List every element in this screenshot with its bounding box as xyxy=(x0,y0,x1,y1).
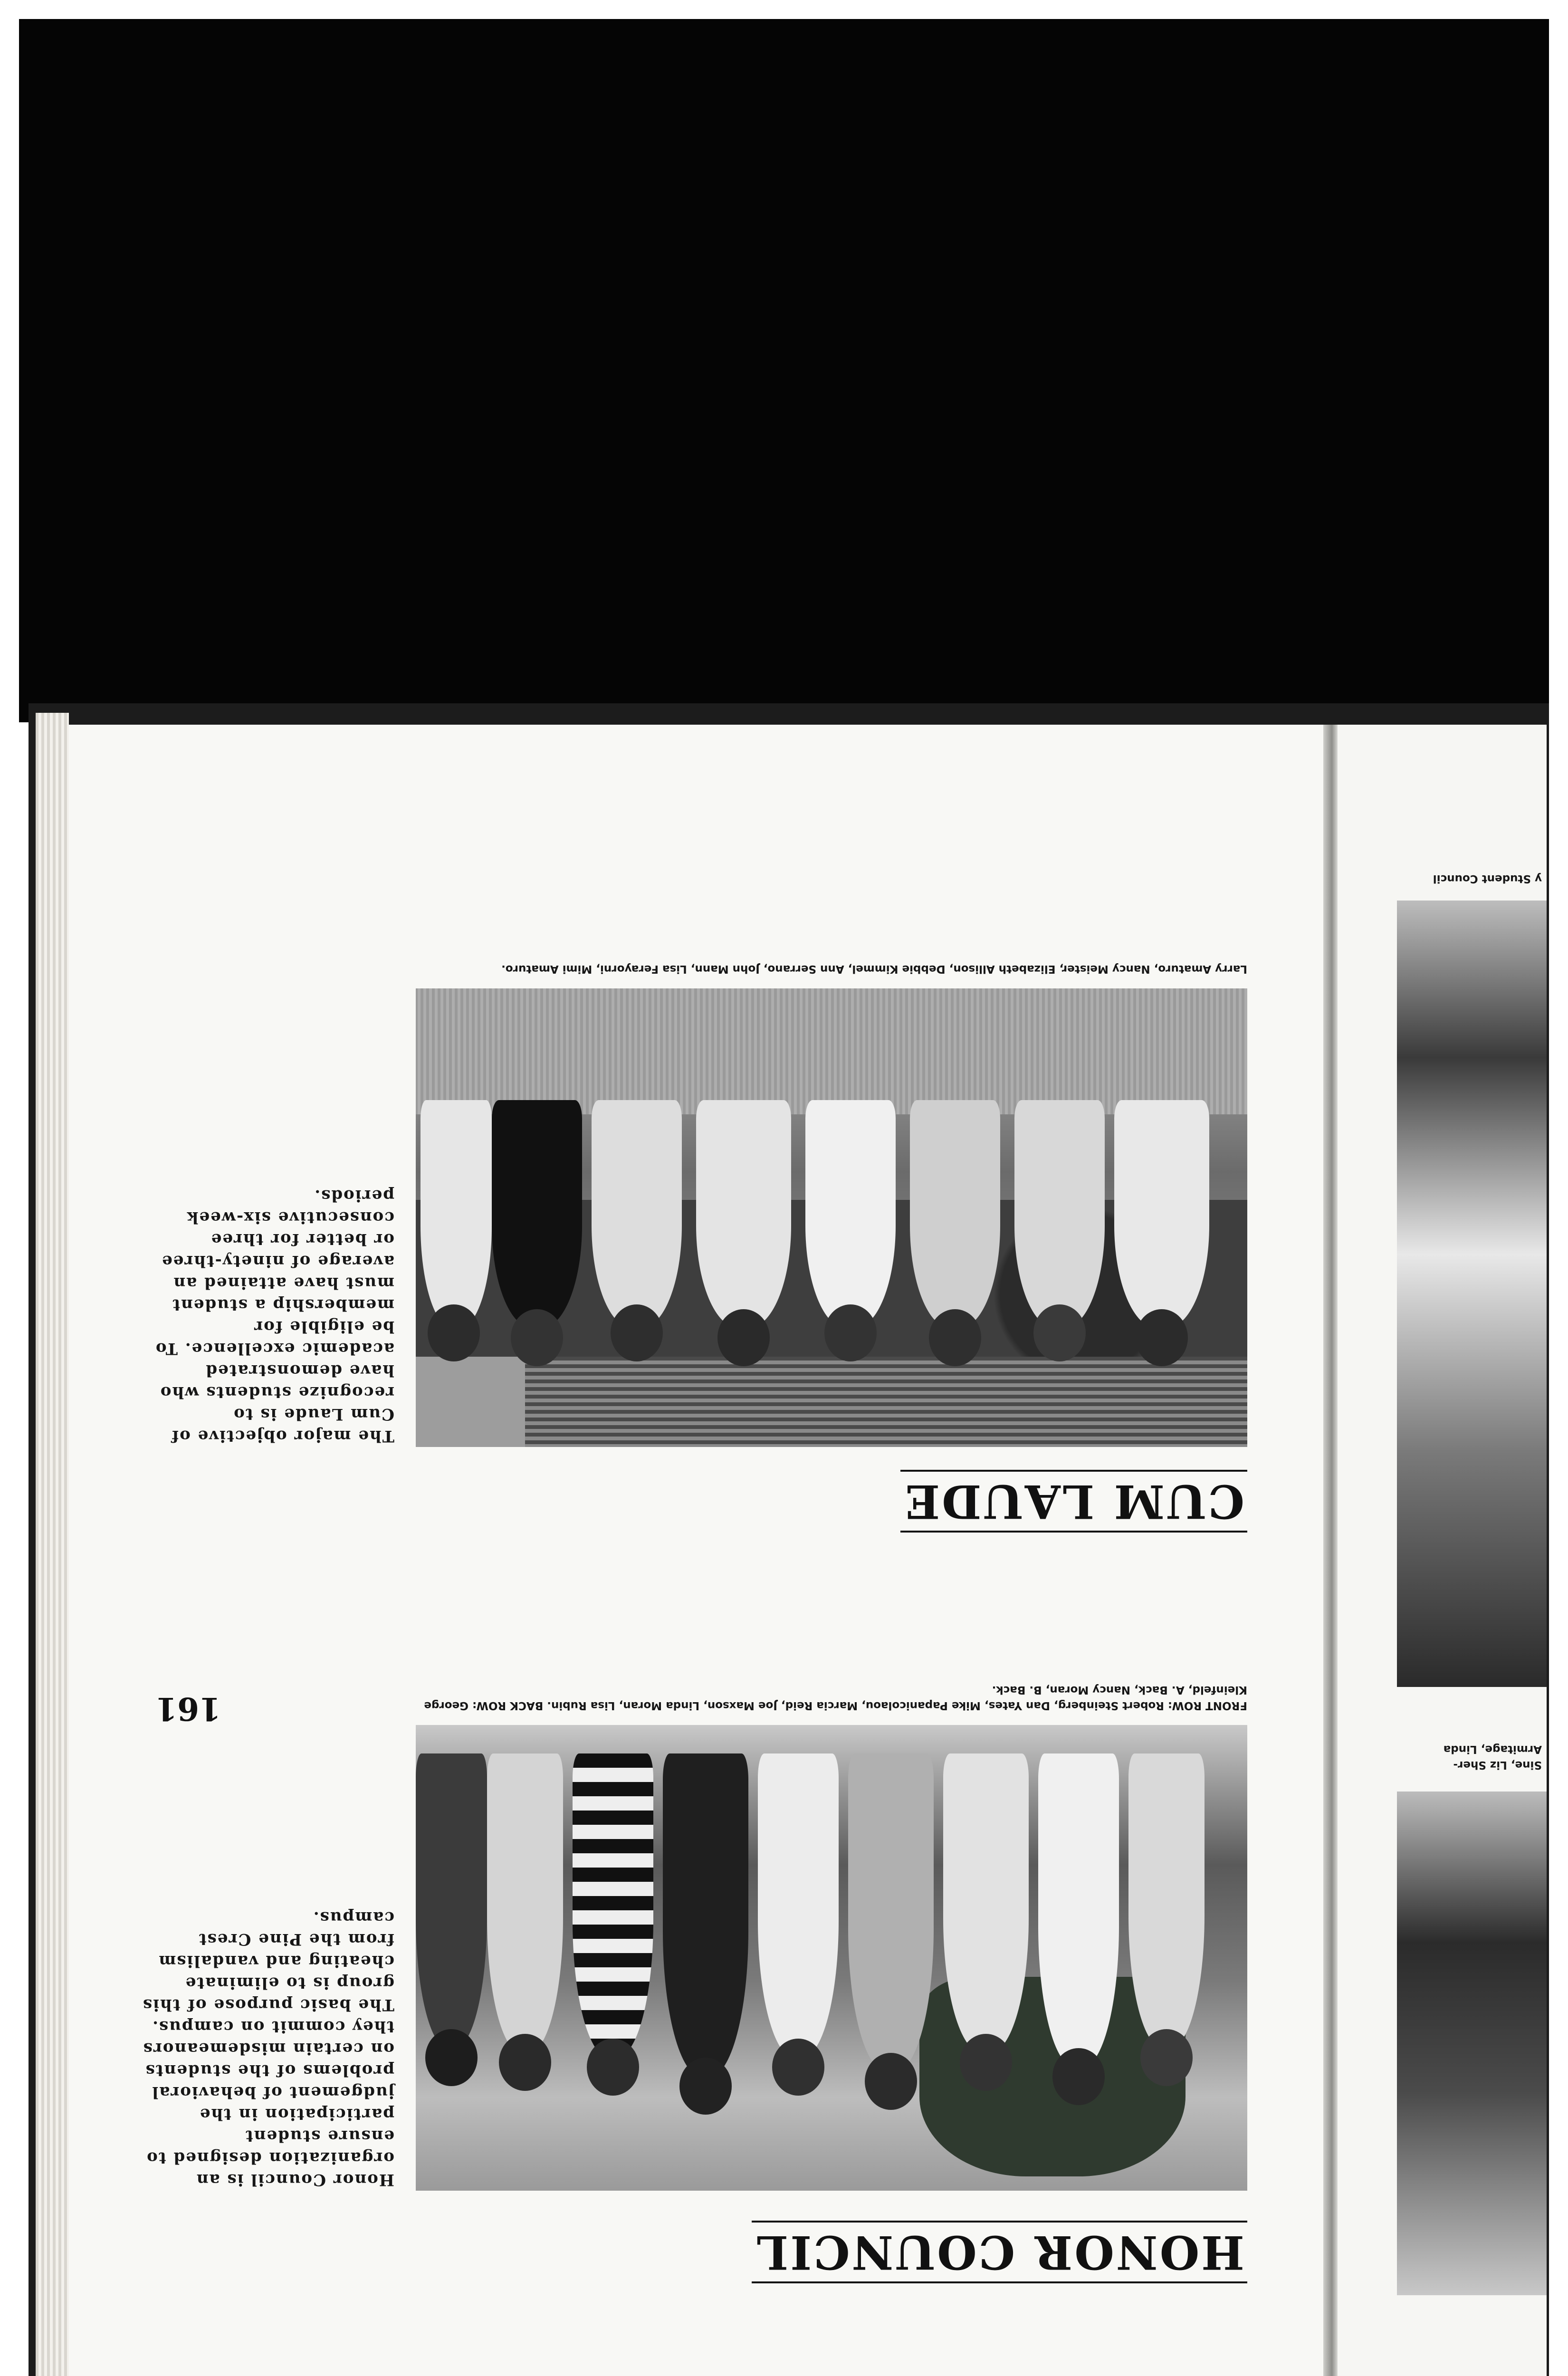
honor-council-title: HONOR COUNCIL xyxy=(752,2221,1247,2283)
adjacent-photo-bottom xyxy=(1397,901,1547,1687)
yearbook-page xyxy=(69,725,1323,2376)
adjacent-photo-top xyxy=(1397,1792,1547,2295)
honor-council-description: Honor Council is an organization designed to ensure student participation in the judgement of behavioral problems of the students on certain misdemeanors they commit on campus. The basic purpose of this group is to eliminate cheating and vandalism from the Pine Crest campus. xyxy=(142,1908,394,2189)
adjacent-caption-mid: Sine, Liz Sher- Armitage, Linda xyxy=(1443,1743,1542,1771)
page-stack-edge xyxy=(36,713,69,2376)
honor-council-photo xyxy=(416,1725,1247,2191)
adjacent-caption-top: y Student Council xyxy=(1433,872,1542,885)
adjacent-page xyxy=(1338,725,1547,2376)
cum-laude-title: CUM LAUDE xyxy=(900,1470,1247,1533)
cum-laude-caption: Larry Amaturo, Nancy Meister, Elizabeth Allison, Debbie Kimmel, Ann Serrano, John Mann, Lisa Ferayorni, Mimi Amaturo. xyxy=(501,963,1247,975)
cum-laude-photo xyxy=(416,988,1247,1447)
cum-laude-description: The major objective of Cum Laude is to recognize students who have demonstrated academic excellence. To be eligible for membership a student must have attained an average of ninety-three or better for three consecutive six-week periods. xyxy=(154,1186,394,1446)
scanner-background xyxy=(19,19,1549,722)
honor-council-caption: FRONT ROW: Robert Steinberg, Dan Yates, Mike Papanicolaou, Marcia Reid, Joe Maxson, Linda Moran, Lisa Rubin. BACK ROW: George Kleinfeld, A. Back, Nancy Moran, B. Back. xyxy=(424,1684,1247,1712)
book-gutter xyxy=(1323,725,1338,2376)
page-number: 161 xyxy=(155,1690,221,1727)
